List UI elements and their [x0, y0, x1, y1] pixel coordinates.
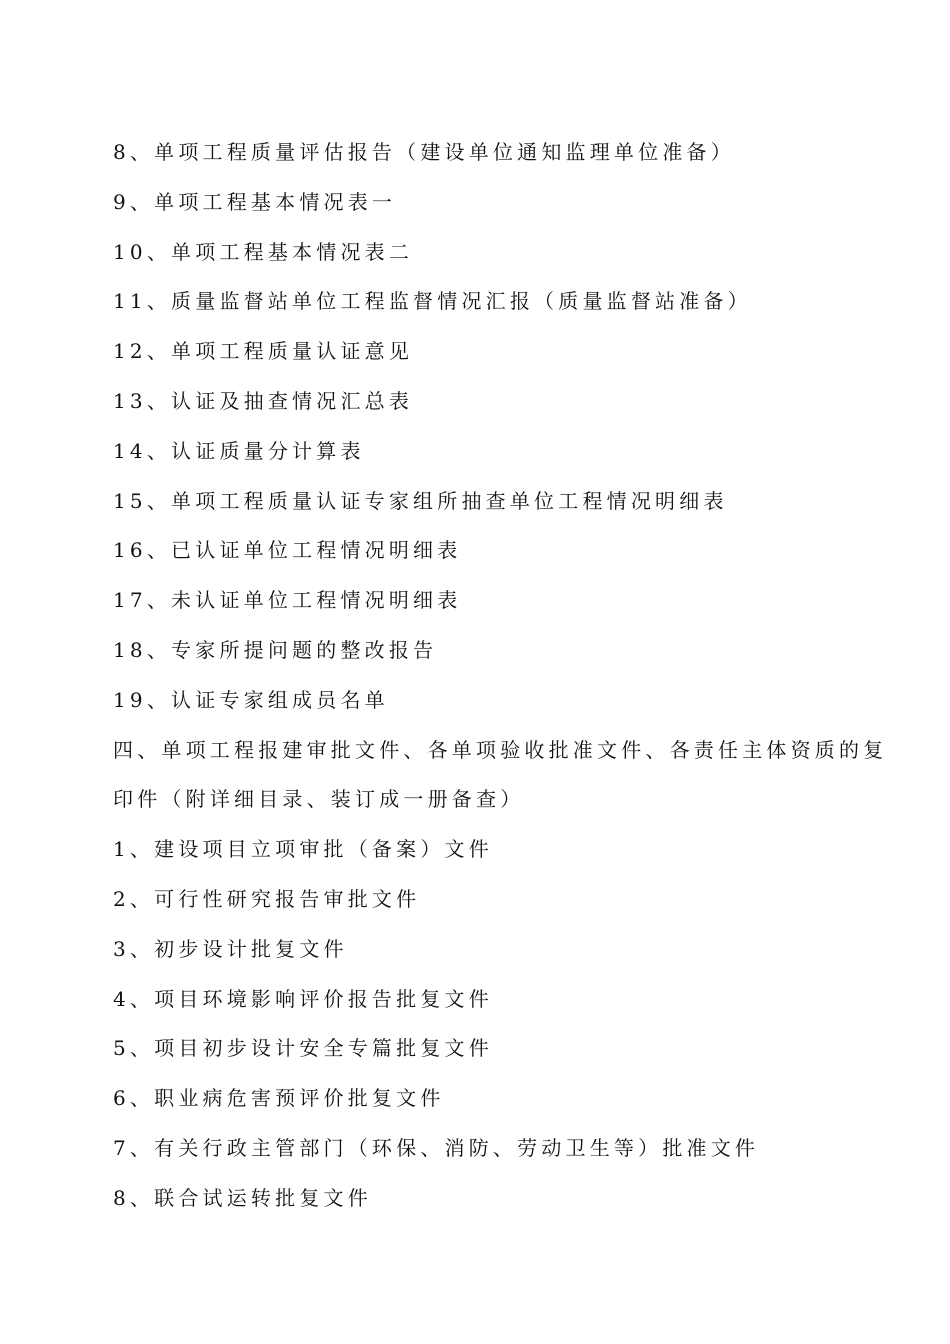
list-item-4-environmental-impact: 4、项目环境影响评价报告批复文件 — [113, 986, 493, 1011]
list-item-9-basic-info-table-1: 9、单项工程基本情况表一 — [113, 189, 397, 214]
list-item-11-supervision-report: 11、质量监督站单位工程监督情况汇报（质量监督站准备） — [113, 289, 752, 314]
list-item-16-certified-units: 16、已认证单位工程情况明细表 — [113, 538, 462, 563]
list-item-6-occupational-hazard: 6、职业病危害预评价批复文件 — [113, 1086, 445, 1111]
section-heading-4-line-1: 四、单项工程报建审批文件、各单项验收批准文件、各责任主体资质的复 — [113, 737, 888, 762]
list-item-8-trial-run-approval: 8、联合试运转批复文件 — [113, 1185, 372, 1210]
list-item-12-certification-opinion: 12、单项工程质量认证意见 — [113, 339, 414, 364]
list-item-2-feasibility-approval: 2、可行性研究报告审批文件 — [113, 886, 421, 911]
list-item-15-spot-check-details: 15、单项工程质量认证专家组所抽查单位工程情况明细表 — [113, 488, 728, 513]
list-item-8-quality-assessment-report: 8、单项工程质量评估报告（建设单位通知监理单位准备） — [113, 140, 735, 164]
list-item-19-expert-roster: 19、认证专家组成员名单 — [113, 687, 389, 712]
list-item-10-basic-info-table-2: 10、单项工程基本情况表二 — [113, 239, 414, 264]
document-body — [113, 132, 888, 1228]
list-item-3-preliminary-design: 3、初步设计批复文件 — [113, 936, 348, 961]
list-item-18-rectification-report: 18、专家所提问题的整改报告 — [113, 637, 438, 662]
list-item-1-project-approval: 1、建设项目立项审批（备案）文件 — [113, 837, 493, 862]
list-item-5-safety-chapter: 5、项目初步设计安全专篇批复文件 — [113, 1036, 493, 1061]
list-item-17-uncertified-units: 17、未认证单位工程情况明细表 — [113, 588, 462, 613]
section-heading-4-line-2: 印件（附详细目录、装订成一册备查） — [113, 787, 525, 812]
list-item-13-summary-table: 13、认证及抽查情况汇总表 — [113, 388, 414, 413]
list-item-7-authority-approvals: 7、有关行政主管部门（环保、消防、劳动卫生等）批准文件 — [113, 1135, 760, 1160]
list-item-14-score-calculation-table: 14、认证质量分计算表 — [113, 438, 365, 463]
